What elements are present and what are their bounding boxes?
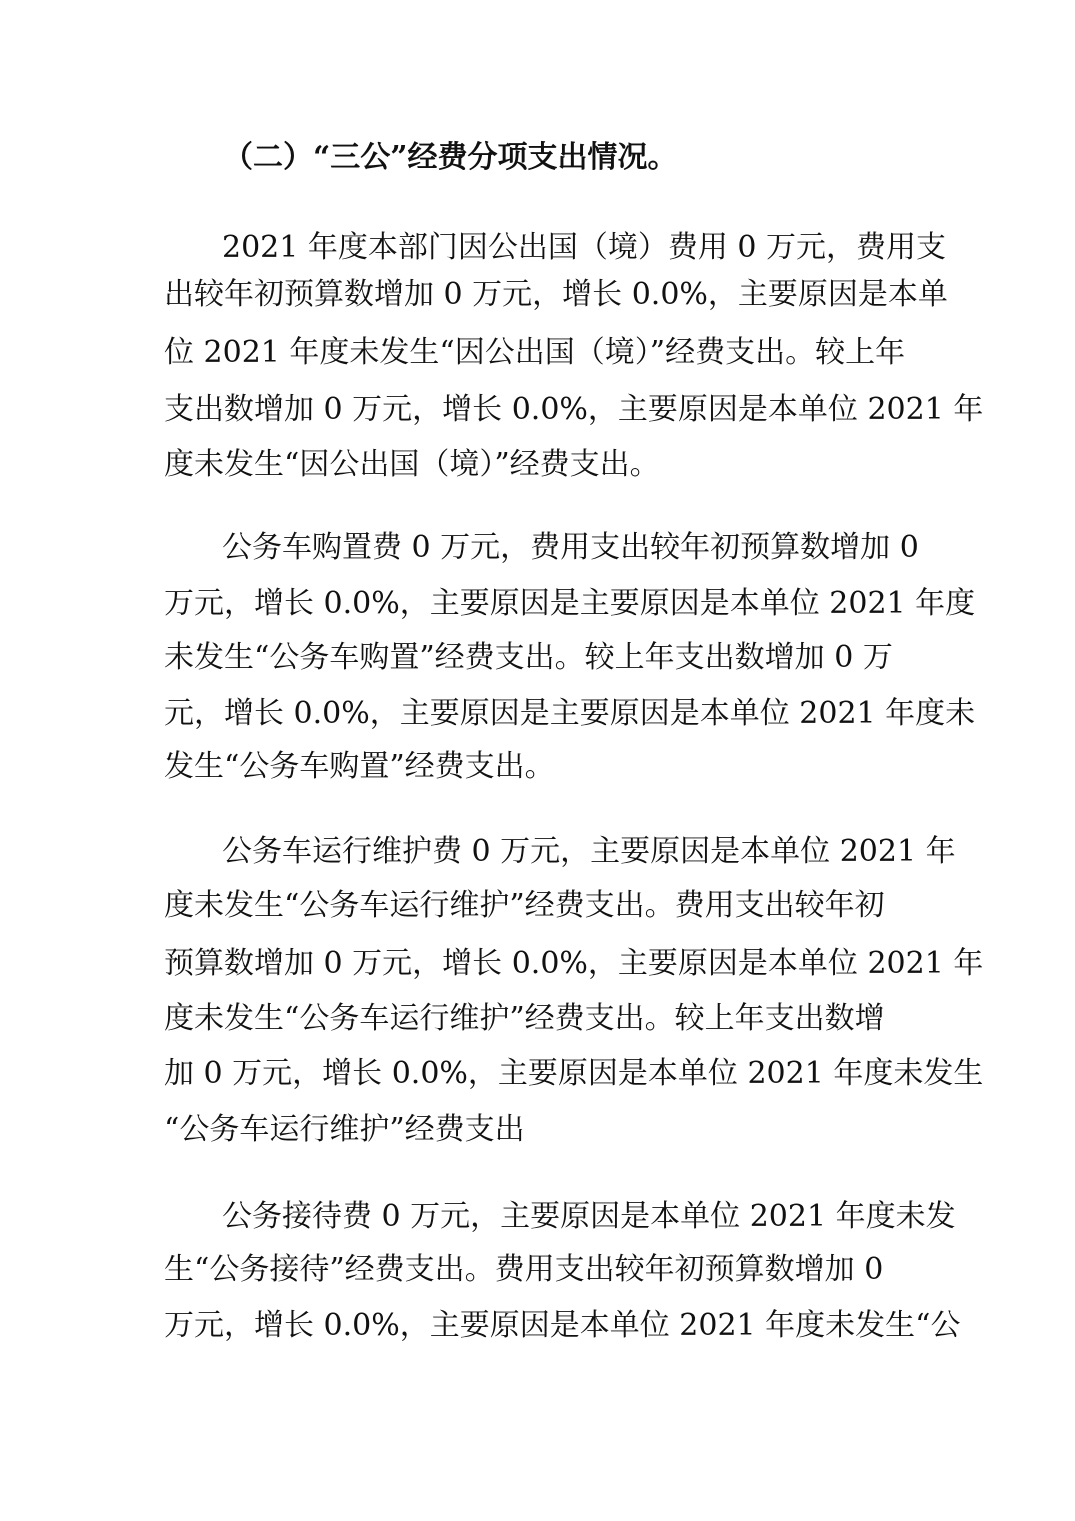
paragraph-1-line-1: 2021 年度本部门因公出国（境）费用 0 万元，费用支 — [222, 230, 947, 265]
paragraph-1-line-3: 位 2021 年度未发生“因公出国（境）”经费支出。较上年 — [164, 335, 906, 370]
paragraph-2-line-1: 公务车购置费 0 万元，费用支出较年初预算数增加 0 — [222, 530, 919, 565]
paragraph-3-line-4: 度未发生“公务车运行维护”经费支出。较上年支出数增 — [164, 1001, 885, 1036]
paragraph-2-line-5: 发生“公务车购置”经费支出。 — [164, 749, 555, 784]
paragraph-2-line-3: 未发生“公务车购置”经费支出。较上年支出数增加 0 万 — [164, 640, 893, 675]
paragraph-1-line-5: 度未发生“因公出国（境）”经费支出。 — [164, 447, 660, 482]
paragraph-4-line-3: 万元，增长 0.0%，主要原因是本单位 2021 年度未发生“公 — [164, 1308, 961, 1343]
paragraph-2-line-4: 元，增长 0.0%，主要原因是主要原因是本单位 2021 年度未 — [164, 696, 976, 731]
paragraph-3-line-1: 公务车运行维护费 0 万元，主要原因是本单位 2021 年 — [222, 834, 956, 869]
paragraph-2-line-2: 万元，增长 0.0%，主要原因是主要原因是本单位 2021 年度 — [164, 586, 976, 621]
paragraph-1-line-2: 出较年初预算数增加 0 万元，增长 0.0%，主要原因是本单 — [164, 277, 948, 312]
paragraph-3-line-6: “公务车运行维护”经费支出 — [164, 1112, 525, 1147]
paragraph-4-line-1: 公务接待费 0 万元，主要原因是本单位 2021 年度未发 — [222, 1199, 956, 1234]
paragraph-1-line-4: 支出数增加 0 万元，增长 0.0%，主要原因是本单位 2021 年 — [164, 392, 984, 427]
paragraph-3-line-5: 加 0 万元，增长 0.0%，主要原因是本单位 2021 年度未发生 — [164, 1056, 984, 1091]
paragraph-3-line-2: 度未发生“公务车运行维护”经费支出。费用支出较年初 — [164, 888, 885, 923]
paragraph-4-line-2: 生“公务接待”经费支出。费用支出较年初预算数增加 0 — [164, 1252, 884, 1287]
section-heading: （二）“三公”经费分项支出情况。 — [223, 140, 678, 175]
paragraph-3-line-3: 预算数增加 0 万元，增长 0.0%，主要原因是本单位 2021 年 — [164, 946, 984, 981]
